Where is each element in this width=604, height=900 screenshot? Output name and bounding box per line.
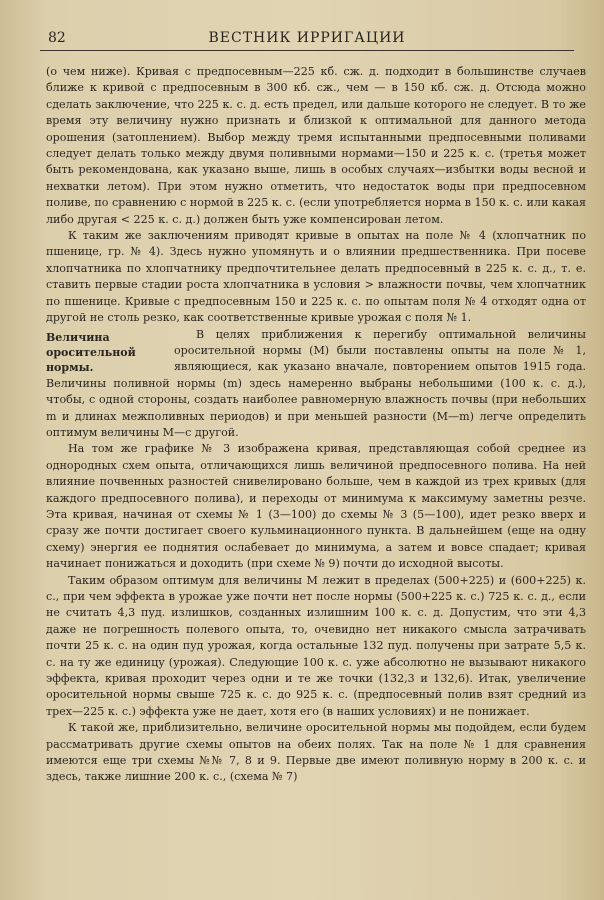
body-text bbox=[46, 64, 586, 786]
paragraph-3: На том же графике № 3 изображена кривая, представляющая собой среднее из однородных схем опыта, отличающихся лишь величиной предпосевного полива. На ней влияние почвенных разностей снивелировано больше, чем в каждой из трех кривых (для каждого предпосевного полива), и переходы от минимума к максимуму заметны резче. Эта кривая, начиная от схемы № 1 (3—100) до схемы № 3 (5—100), идет резко вверх и сразу же почти достигает своего кульминационного пункта. В дальнейшем (еще на одну схему) энергия ее поднятия ослабевает до минимума, а затем и вовсе спадает; кривая начинает понижаться и доходить (при схеме № 9) почти до исходной высоты. bbox=[46, 442, 586, 571]
page-header bbox=[40, 28, 574, 51]
sidenote-paragraph: В целях приближения к перегибу оптимальной величины оросительной нормы (М) были поставлены опыты на поле № 1, являющиеся, как указано вначале, повторением опытов 1915 года. Величины поливной нормы (m) здесь намеренно выбраны небольшими (100 к. с. д.), чтобы, с одной стороны, создать наиболее равномерную влажность почвы (при небольших m и длинах межполивных периодов) и при меньшей разности (M—m) легче определить оптимум величины М—с другой. bbox=[46, 327, 586, 439]
sidenote-heading: Величина оросительной нормы. bbox=[46, 330, 136, 374]
sidenote-section bbox=[46, 327, 586, 442]
paragraph-1: (о чем ниже). Кривая с предпосевным—225 кб. сж. д. подходит в большинстве случаев ближе к кривой с предпосевным в 300 кб. сж., чем — в 150 кб. сж. д. Отсюда можно сделать заключение, что 225 к. с. д. есть предел, или дальше которого не следует. В то же время эту величину нужно признать и близкой к оптимальной для данного метода орошения (затоплением). Выбор между тремя испытанными предпосевными поливами следует делать только между двумя поливными нормами—150 и 225 к. с. (третья может быть рекомендована, как указано выше, лишь в особых случаях—избытки воды весной и нехватки летом). При этом нужно отметить, что недостаток воды при предпосевном поливе, по сравнению с нормой в 225 к. с. (если употребляется норма в 150 к. с. или какая либо другая < 225 к. с. д.) должен быть уже компенсирован летом. bbox=[46, 65, 586, 226]
paragraph-5: К такой же, приблизительно, величине оросительной нормы мы подойдем, если будем рассматривать другие схемы опытов на обеих полях. Так на поле № 1 для сравнения имеются еще три схемы №№ 7, 8 и 9. Первые две имеют поливную норму в 200 к. с. и здесь, также лишние 200 к. с., (схема № 7) bbox=[46, 721, 586, 784]
running-title: ВЕСТНИК ИРРИГАЦИИ bbox=[208, 30, 406, 46]
paragraph-2: К таким же заключениям приводят кривые в опытах на поле № 4 (хлопчатник по пшенице, гр. № 4). Здесь нужно упомянуть и о влиянии предшественника. При посеве хлопчатника по хлопчатнику предпочтительнее делать предпосевный в 225 к. с. д., т. е. ставить первые стадии роста хлопчатника в условия > влажности почвы, чем хлопчатник по пшенице. Кривые с предпосевным 150 и 225 к. с. по опытам поля № 4 отходят одна от другой не столь резко, как соответственные кривые урожая с поля № 1. bbox=[46, 229, 586, 325]
page-number: 82 bbox=[48, 30, 66, 46]
paragraph-4: Таким образом оптимум для величины М лежит в пределах (500+225) и (600+225) к. с., при чем эффекта в урожае уже почти нет после нормы (500+225 к. с.) 725 к. с. д., если не считать 4,3 пуд. излишков, созданных излишним 100 к. с. д. Допустим, что эти 4,3 даже не погрешность полевого опыта, то, очевидно нет никакого смысла затрачивать почти 25 к. с. на один пуд урожая, когда остальные 132 пуд. получены при затрате 5,5 к. с. на ту же единицу (урожая). Следующие 100 к. с. уже абсолютно не вызывают никакого эффекта, кривая проходит через одни и те же точки (132,3 и 132,6). Итак, увеличение оросительной нормы свыше 725 к. с. до 925 к. с. (предпосевный полив взят средний из трех—225 к. с.) эффекта уже не дает, хотя его (в наших условиях) и не понижает. bbox=[46, 573, 586, 718]
